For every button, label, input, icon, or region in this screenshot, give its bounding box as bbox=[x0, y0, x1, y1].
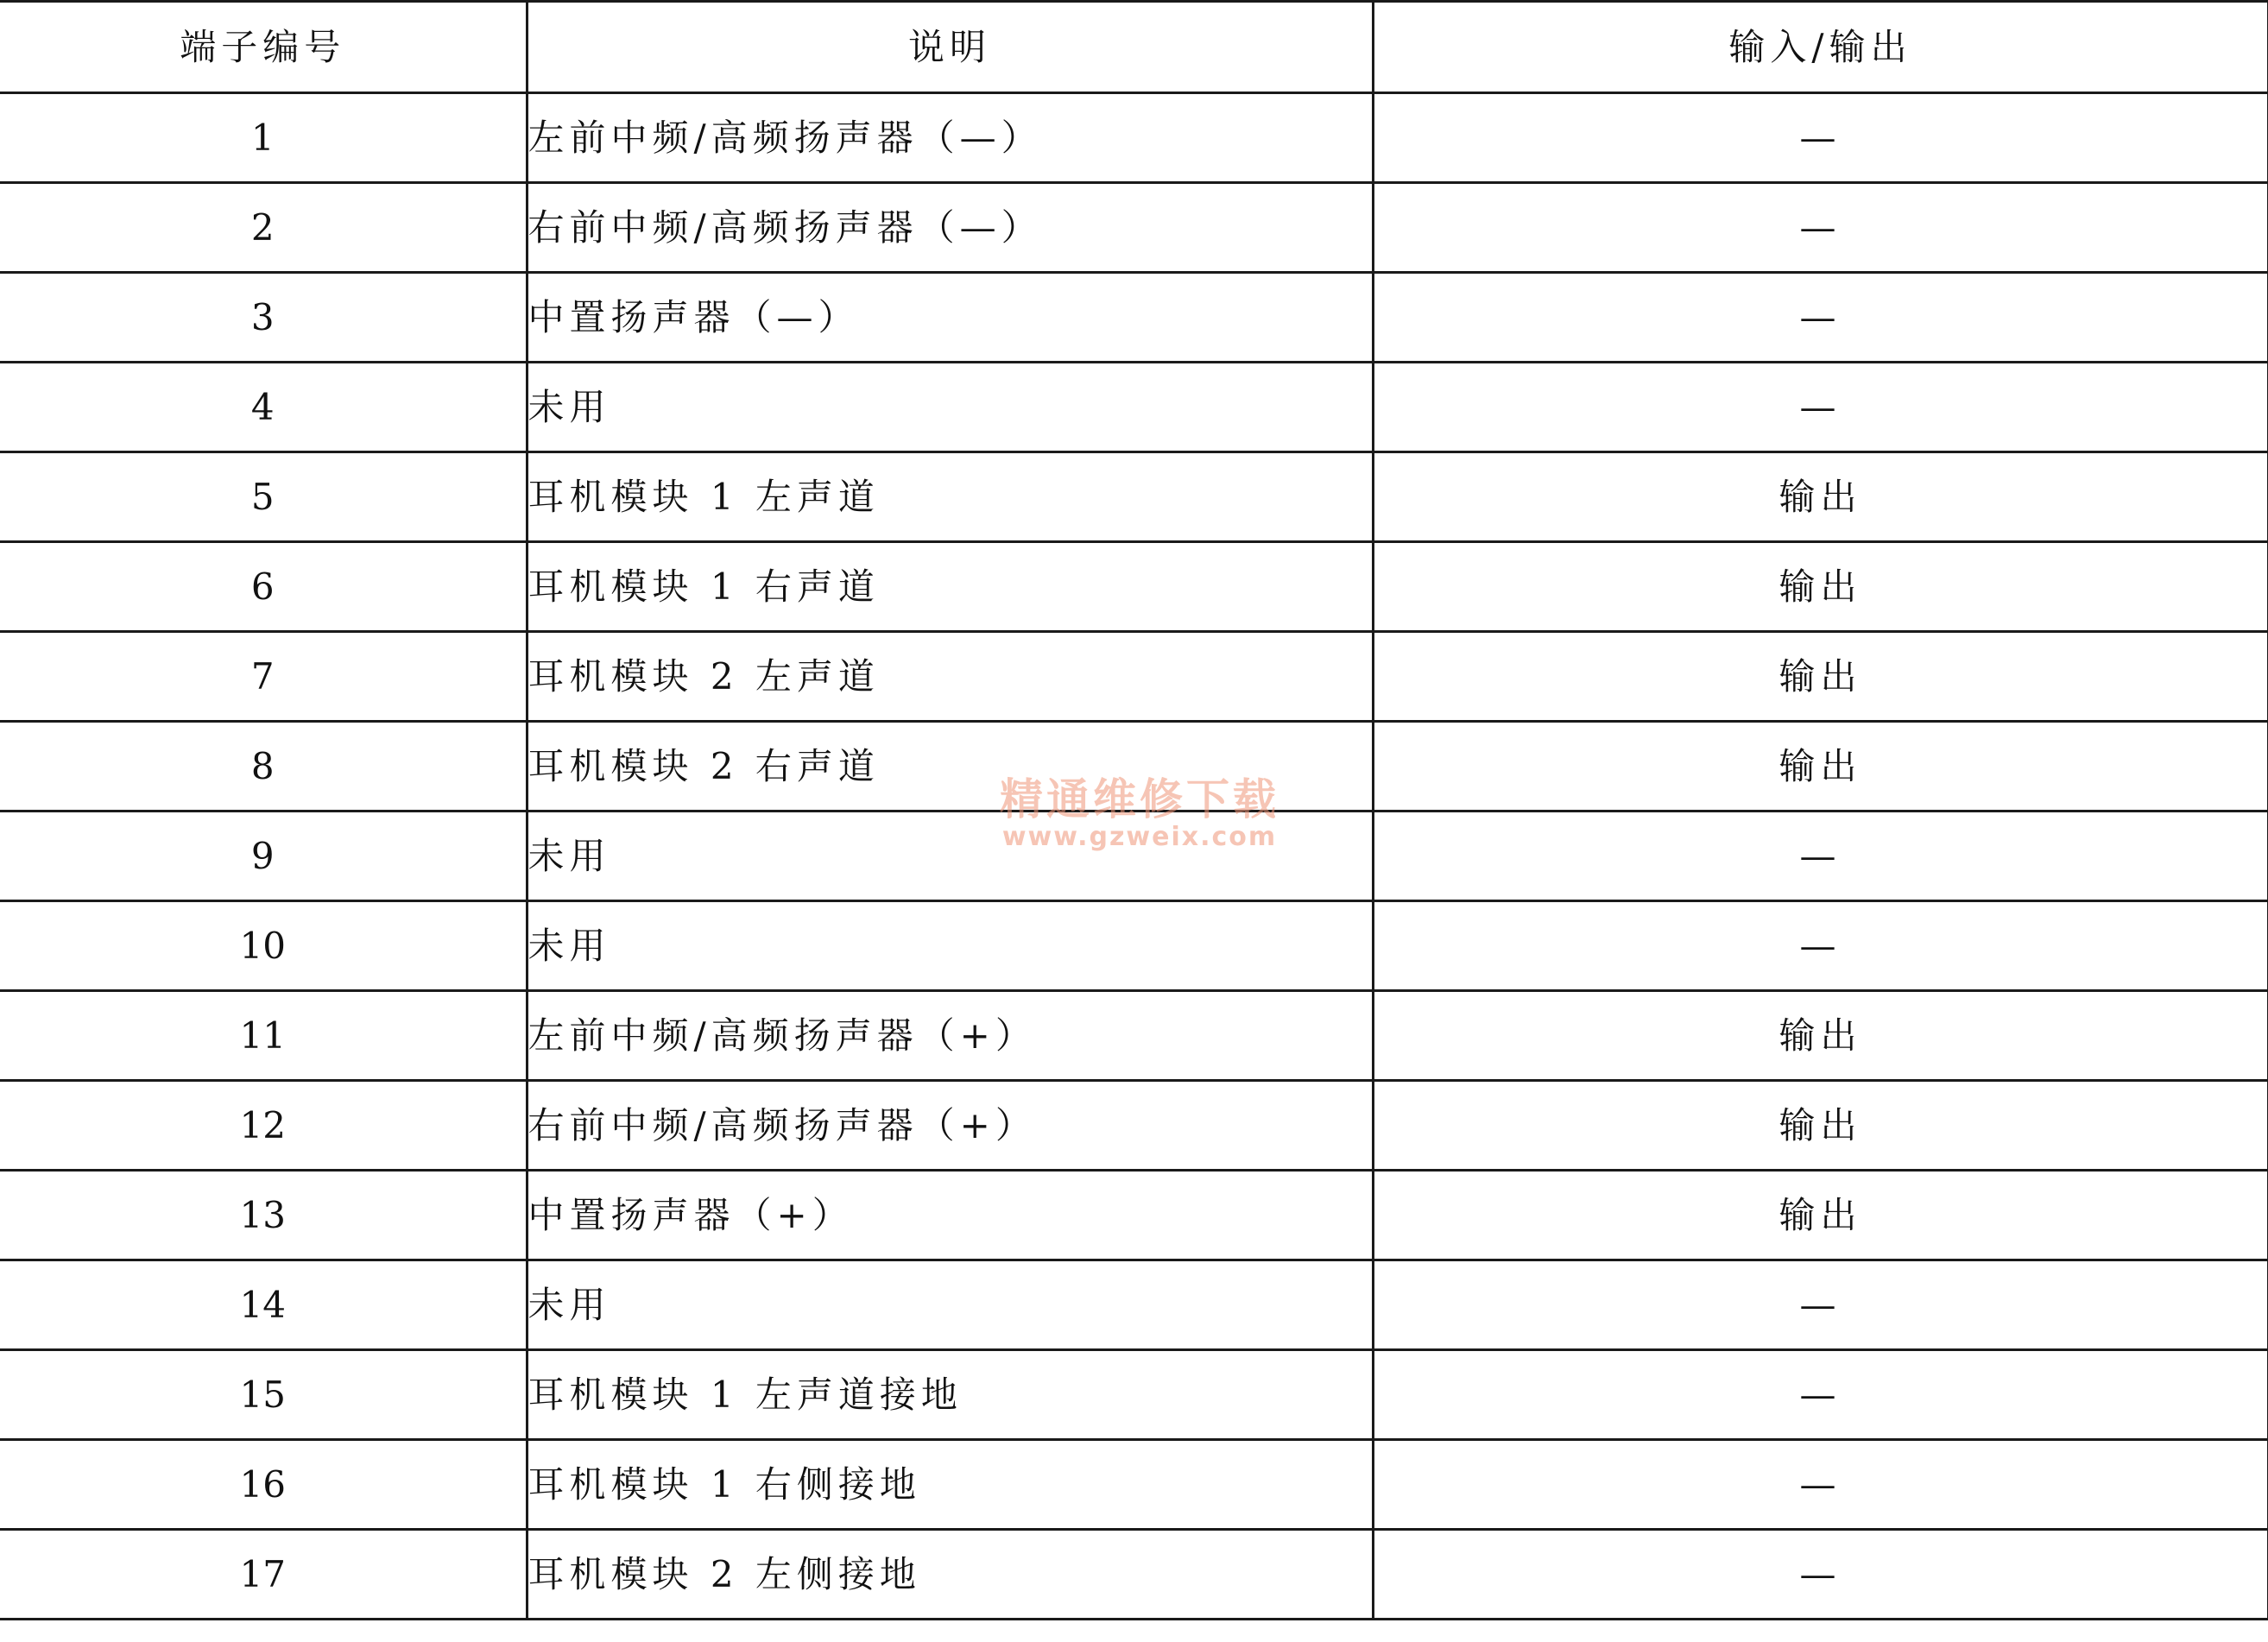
pin-number-cell: 6 bbox=[0, 542, 527, 632]
pin-number-cell: 12 bbox=[0, 1081, 527, 1171]
io-cell: — bbox=[1373, 812, 2268, 901]
header-pin-number: 端子编号 bbox=[0, 2, 527, 93]
table-row bbox=[0, 901, 2268, 991]
pin-number-cell: 13 bbox=[0, 1171, 527, 1260]
table-row bbox=[0, 1081, 2268, 1171]
description-cell: 未用 bbox=[527, 363, 1373, 452]
table-row bbox=[0, 183, 2268, 273]
pin-number-cell: 8 bbox=[0, 722, 527, 812]
table-row bbox=[0, 632, 2268, 722]
io-cell: — bbox=[1373, 363, 2268, 452]
table-row bbox=[0, 722, 2268, 812]
description-cell: 右前中频/高频扬声器（+） bbox=[527, 1081, 1373, 1171]
table-row bbox=[0, 542, 2268, 632]
io-cell: — bbox=[1373, 1530, 2268, 1620]
description-cell: 未用 bbox=[527, 1260, 1373, 1350]
io-cell: — bbox=[1373, 183, 2268, 273]
description-cell: 耳机模块 1 右侧接地 bbox=[527, 1440, 1373, 1530]
io-cell: 输出 bbox=[1373, 1171, 2268, 1260]
description-cell: 左前中频/高频扬声器（—） bbox=[527, 93, 1373, 183]
table-row bbox=[0, 273, 2268, 363]
description-cell: 未用 bbox=[527, 812, 1373, 901]
io-cell: — bbox=[1373, 901, 2268, 991]
io-cell: — bbox=[1373, 93, 2268, 183]
table-row bbox=[0, 1350, 2268, 1440]
io-cell: 输出 bbox=[1373, 632, 2268, 722]
pin-number-cell: 3 bbox=[0, 273, 527, 363]
pin-number-cell: 17 bbox=[0, 1530, 527, 1620]
io-cell: 输出 bbox=[1373, 722, 2268, 812]
io-cell: — bbox=[1373, 1440, 2268, 1530]
description-cell: 左前中频/高频扬声器（+） bbox=[527, 991, 1373, 1081]
table-row bbox=[0, 1440, 2268, 1530]
header-description: 说明 bbox=[527, 2, 1373, 93]
io-cell: 输出 bbox=[1373, 452, 2268, 542]
watermark-url: www.gzweix.com bbox=[1001, 821, 1278, 852]
pin-number-cell: 11 bbox=[0, 991, 527, 1081]
pin-number-cell: 2 bbox=[0, 183, 527, 273]
description-cell: 右前中频/高频扬声器（—） bbox=[527, 183, 1373, 273]
io-cell: — bbox=[1373, 273, 2268, 363]
table-row bbox=[0, 812, 2268, 901]
description-cell: 耳机模块 2 右声道 bbox=[527, 722, 1373, 812]
io-cell: 输出 bbox=[1373, 1081, 2268, 1171]
table-row bbox=[0, 93, 2268, 183]
table-header-row bbox=[0, 2, 2268, 93]
description-cell: 耳机模块 1 左声道 bbox=[527, 452, 1373, 542]
description-cell: 耳机模块 2 左侧接地 bbox=[527, 1530, 1373, 1620]
header-input-output: 输入/输出 bbox=[1373, 2, 2268, 93]
pin-number-cell: 14 bbox=[0, 1260, 527, 1350]
pin-number-cell: 16 bbox=[0, 1440, 527, 1530]
io-cell: 输出 bbox=[1373, 542, 2268, 632]
table-row bbox=[0, 363, 2268, 452]
io-cell: — bbox=[1373, 1350, 2268, 1440]
description-cell: 耳机模块 1 左声道接地 bbox=[527, 1350, 1373, 1440]
pin-number-cell: 5 bbox=[0, 452, 527, 542]
table-row bbox=[0, 1260, 2268, 1350]
description-cell: 未用 bbox=[527, 901, 1373, 991]
description-cell: 耳机模块 1 右声道 bbox=[527, 542, 1373, 632]
pin-number-cell: 4 bbox=[0, 363, 527, 452]
table-row bbox=[0, 1171, 2268, 1260]
pin-number-cell: 9 bbox=[0, 812, 527, 901]
description-cell: 中置扬声器（+） bbox=[527, 1171, 1373, 1260]
table-body bbox=[0, 93, 2268, 1620]
pin-number-cell: 10 bbox=[0, 901, 527, 991]
description-cell: 耳机模块 2 左声道 bbox=[527, 632, 1373, 722]
table-row bbox=[0, 452, 2268, 542]
io-cell: 输出 bbox=[1373, 991, 2268, 1081]
watermark-title: 精通维修下载 bbox=[1000, 774, 1279, 824]
pin-number-cell: 15 bbox=[0, 1350, 527, 1440]
pin-number-cell: 7 bbox=[0, 632, 527, 722]
description-cell: 中置扬声器（—） bbox=[527, 273, 1373, 363]
table-row bbox=[0, 991, 2268, 1081]
pin-number-cell: 1 bbox=[0, 93, 527, 183]
io-cell: — bbox=[1373, 1260, 2268, 1350]
table-row bbox=[0, 1530, 2268, 1620]
